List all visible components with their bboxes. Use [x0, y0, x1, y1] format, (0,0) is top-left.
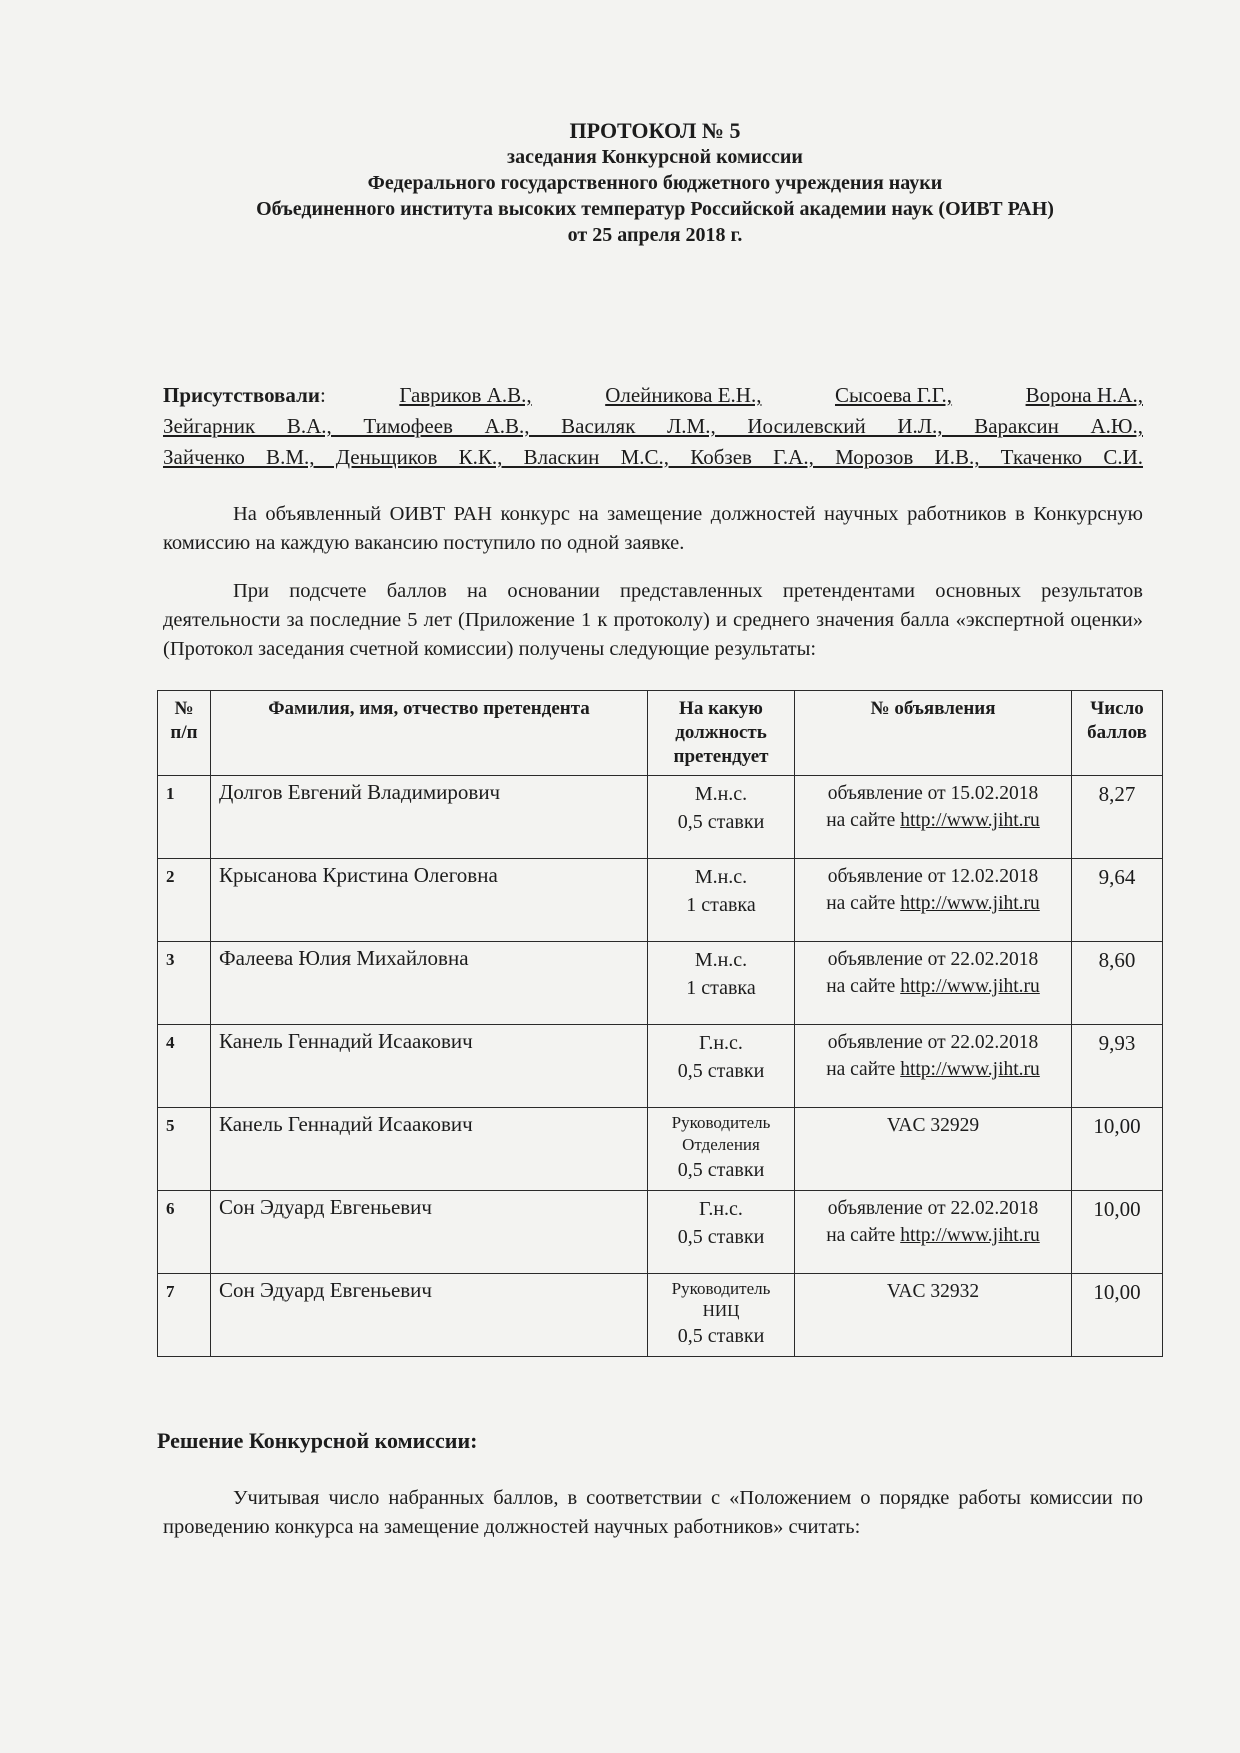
row-position: М.н.с. 1 ставка [648, 942, 795, 1025]
row-score: 8,60 [1072, 942, 1163, 1025]
table-row [158, 1025, 1163, 1108]
row-fio: Сон Эдуард Евгеньевич [211, 1274, 648, 1357]
row-fio: Канель Геннадий Исаакович [211, 1108, 648, 1191]
attendee: Гавриков А.В., [399, 383, 532, 407]
header-score: Число баллов [1072, 691, 1163, 776]
header-fio: Фамилия, имя, отчество претендента [211, 691, 648, 776]
attendee: Олейникова Е.Н., [605, 383, 762, 407]
site-link[interactable]: http://www.jiht.ru [900, 976, 1040, 997]
protocol-header [160, 118, 1150, 248]
row-score: 8,27 [1072, 776, 1163, 859]
row-announcement: объявление от 22.02.2018 на сайте http://www.jiht.ru [795, 942, 1072, 1025]
table-row [158, 1191, 1163, 1274]
row-announcement: объявление от 12.02.2018 на сайте http://www.jiht.ru [795, 859, 1072, 942]
attendees-line-3: Зайченко В.М., Деньщиков К.К., Власкин М.С., Кобзев Г.А., Морозов И.В., Ткаченко С.И. [163, 445, 1143, 469]
row-position: Руководитель НИЦ 0,5 ставки [648, 1274, 795, 1357]
table-header-row [158, 691, 1163, 776]
row-num: 5 [158, 1108, 211, 1191]
table-row [158, 1108, 1163, 1191]
row-position: М.н.с. 1 ставка [648, 859, 795, 942]
row-announcement: объявление от 22.02.2018 на сайте http://www.jiht.ru [795, 1191, 1072, 1274]
protocol-date: от 25 апреля 2018 г. [567, 224, 743, 246]
row-score: 9,93 [1072, 1025, 1163, 1108]
row-fio: Сон Эдуард Евгеньевич [211, 1191, 648, 1274]
table-row [158, 942, 1163, 1025]
row-position: Руководитель Отделения 0,5 ставки [648, 1108, 795, 1191]
row-num: 4 [158, 1025, 211, 1108]
table-row [158, 859, 1163, 942]
row-position: Г.н.с. 0,5 ставки [648, 1191, 795, 1274]
intro-paragraph: На объявленный ОИВТ РАН конкурс на замещение должностей научных работников в Конкурсную комиссию на каждую вакансию поступило по одной заявке. [163, 503, 1143, 554]
attendees-label: Присутствовали [163, 383, 320, 407]
row-announcement: объявление от 22.02.2018 на сайте http://www.jiht.ru [795, 1025, 1072, 1108]
attendees-line-1: Присутствовали: Гавриков А.В., Олейникова Е.Н., Сысоева Г.Г., Ворона Н.А., [163, 380, 1143, 411]
row-announcement: объявление от 15.02.2018 на сайте http://www.jiht.ru [795, 776, 1072, 859]
row-fio: Канель Геннадий Исаакович [211, 1025, 648, 1108]
header-position: На какую должность претендует [648, 691, 795, 776]
row-num: 3 [158, 942, 211, 1025]
row-num: 2 [158, 859, 211, 942]
institution-line-1: Федерального государственного бюджетного учреждения науки [367, 172, 943, 194]
decision-heading: Решение Конкурсной комиссии: [157, 1428, 478, 1453]
row-announcement: VAC 32929 [795, 1108, 1072, 1191]
row-score: 10,00 [1072, 1191, 1163, 1274]
protocol-subtitle: заседания Конкурсной комиссии [507, 146, 803, 168]
header-announcement: № объявления [795, 691, 1072, 776]
row-score: 10,00 [1072, 1108, 1163, 1191]
attendee: Сысоева Г.Г., [835, 383, 953, 407]
row-num: 1 [158, 776, 211, 859]
row-num: 7 [158, 1274, 211, 1357]
header-num: № п/п [158, 691, 211, 776]
protocol-title: ПРОТОКОЛ № 5 [569, 118, 741, 143]
row-score: 10,00 [1072, 1274, 1163, 1357]
attendees-line-2: Зейгарник В.А., Тимофеев А.В., Василяк Л.М., Иосилевский И.Л., Вараксин А.Ю., [163, 414, 1143, 438]
row-position: М.н.с. 0,5 ставки [648, 776, 795, 859]
table-row [158, 776, 1163, 859]
row-score: 9,64 [1072, 859, 1163, 942]
row-fio: Крысанова Кристина Олеговна [211, 859, 648, 942]
site-link[interactable]: http://www.jiht.ru [900, 810, 1040, 831]
site-link[interactable]: http://www.jiht.ru [900, 1059, 1040, 1080]
table-row [158, 1274, 1163, 1357]
row-fio: Фалеева Юлия Михайловна [211, 942, 648, 1025]
attendees-block [163, 380, 1143, 473]
row-num: 6 [158, 1191, 211, 1274]
results-table [157, 690, 1163, 1357]
institution-line-2: Объединенного института высоких температур Российской академии наук (ОИВТ РАН) [256, 198, 1054, 220]
site-link[interactable]: http://www.jiht.ru [900, 1225, 1040, 1246]
row-position: Г.н.с. 0,5 ставки [648, 1025, 795, 1108]
attendee: Ворона Н.А., [1025, 383, 1143, 407]
results-paragraph: При подсчете баллов на основании представленных претендентами основных результатов деятельности за последние 5 лет (Приложение 1 к протоколу) и среднего значения балла «экспертной оценки» (Протокол заседания счетной комиссии) получены следующие результаты: [163, 580, 1143, 660]
decision-paragraph: Учитывая число набранных баллов, в соответствии с «Положением о порядке работы комиссии по проведению конкурса на замещение должностей научных работников» считать: [163, 1487, 1143, 1538]
row-announcement: VAC 32932 [795, 1274, 1072, 1357]
row-fio: Долгов Евгений Владимирович [211, 776, 648, 859]
site-link[interactable]: http://www.jiht.ru [900, 893, 1040, 914]
